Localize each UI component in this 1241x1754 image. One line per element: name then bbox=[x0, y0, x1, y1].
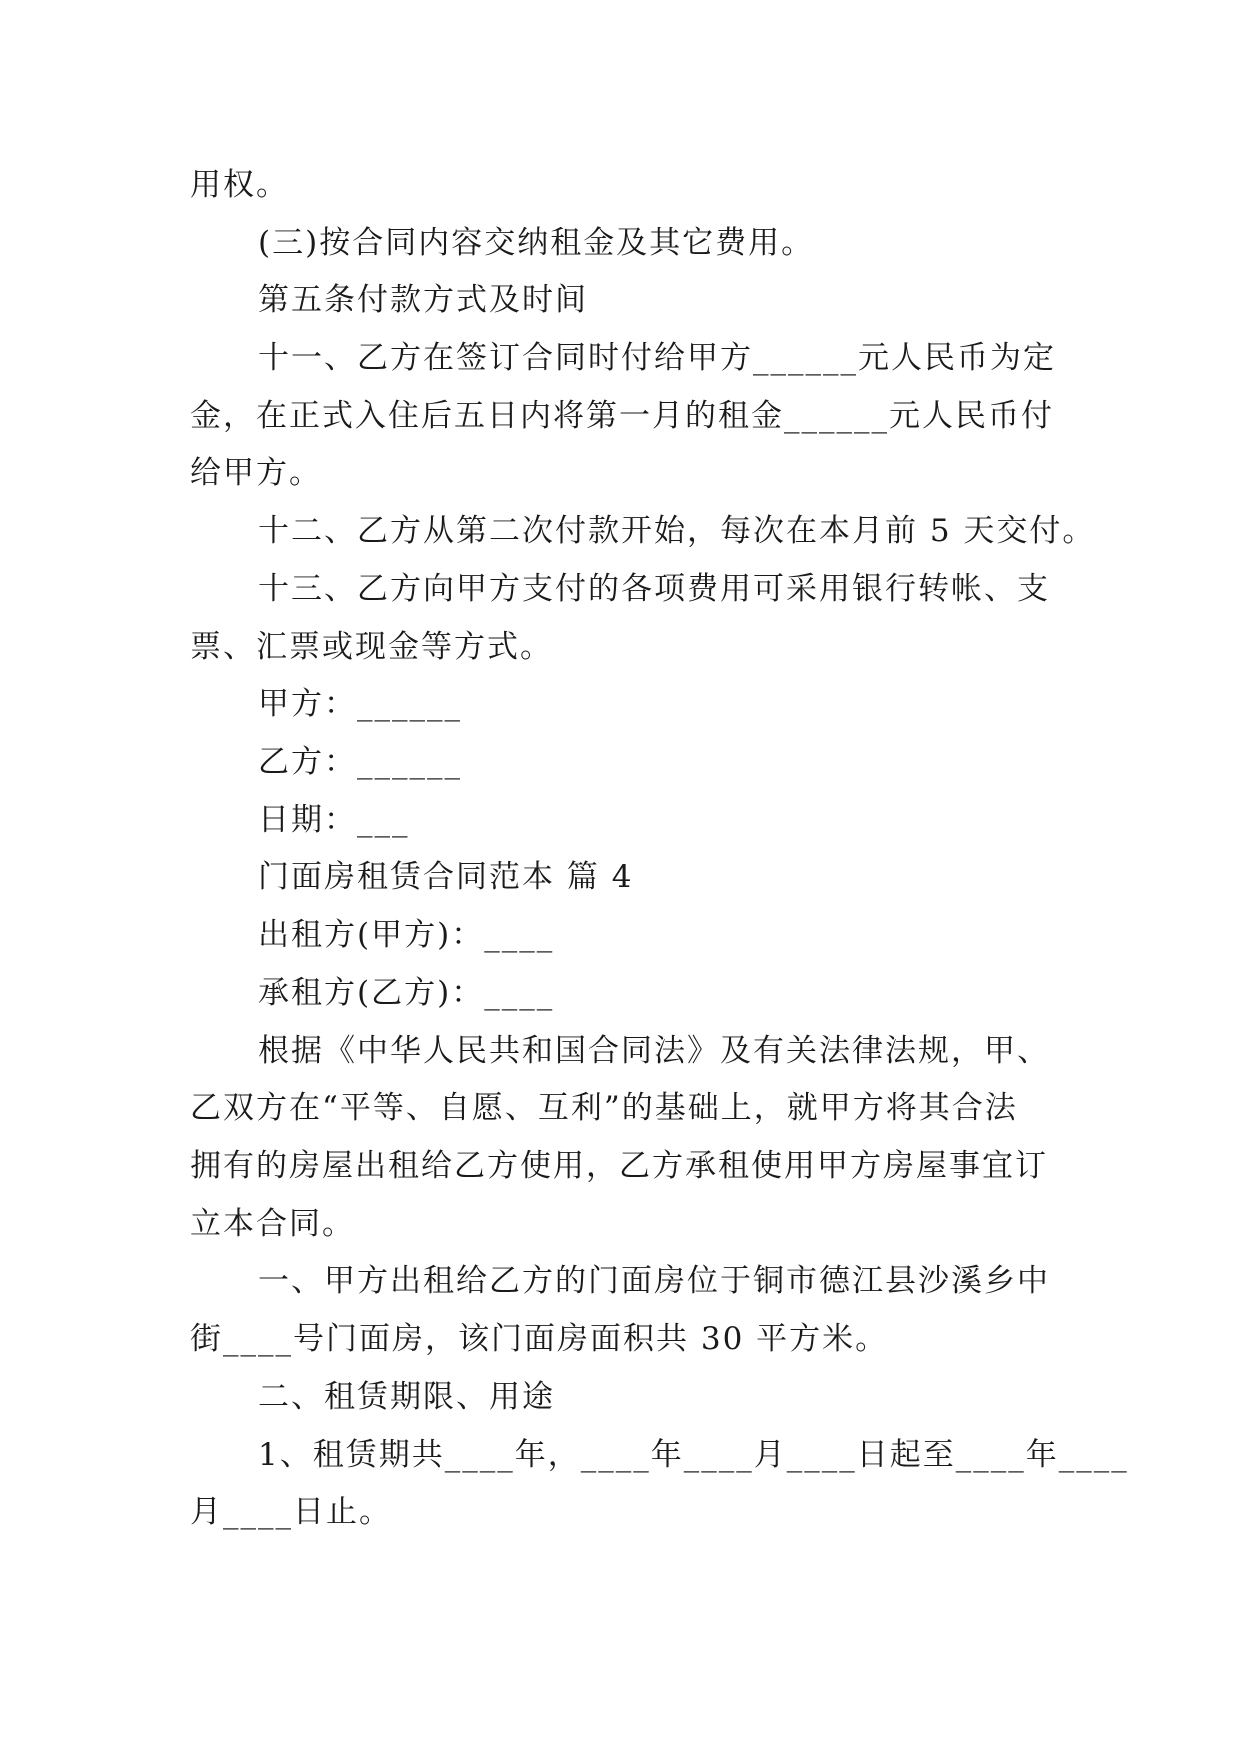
paragraph-line: 街____号门面房，该门面房面积共 30 平方米。 bbox=[190, 1321, 889, 1357]
paragraph-line: 金，在正式入住后五日内将第一月的租金______元人民币付 bbox=[190, 398, 1054, 434]
paragraph-line: 用权。 bbox=[190, 167, 289, 203]
signature-date: 日期：___ bbox=[258, 802, 410, 838]
paragraph-line: 拥有的房屋出租给乙方使用，乙方承租使用甲方房屋事宜订 bbox=[190, 1148, 1048, 1184]
paragraph-line: (三)按合同内容交纳租金及其它费用。 bbox=[258, 225, 815, 261]
paragraph-line: 月____日止。 bbox=[190, 1494, 392, 1530]
paragraph-line: 立本合同。 bbox=[190, 1206, 355, 1242]
lessor-line: 出租方(甲方)：____ bbox=[258, 917, 555, 953]
paragraph-line: 根据《中华人民共和国合同法》及有关法律法规，甲、 bbox=[258, 1033, 1050, 1069]
paragraph-line: 一、甲方出租给乙方的门面房位于铜市德江县沙溪乡中 bbox=[258, 1263, 1050, 1299]
signature-party-a: 甲方：______ bbox=[258, 686, 462, 722]
signature-party-b: 乙方：______ bbox=[258, 744, 462, 780]
paragraph-line: 票、汇票或现金等方式。 bbox=[190, 629, 553, 665]
paragraph-line: 十一、乙方在签订合同时付给甲方______元人民币为定 bbox=[258, 340, 1056, 376]
document-section-title: 门面房租赁合同范本 篇 4 bbox=[258, 859, 634, 895]
paragraph-line: 乙双方在“平等、自愿、互利”的基础上，就甲方将其合法 bbox=[190, 1090, 1018, 1126]
section-heading: 第五条付款方式及时间 bbox=[258, 282, 588, 318]
paragraph-line: 十二、乙方从第二次付款开始，每次在本月前 5 天交付。 bbox=[258, 513, 1096, 549]
paragraph-line: 十三、乙方向甲方支付的各项费用可采用银行转帐、支 bbox=[258, 571, 1050, 607]
lessee-line: 承租方(乙方)：____ bbox=[258, 975, 555, 1011]
paragraph-line: 给甲方。 bbox=[190, 455, 322, 491]
section-heading: 二、租赁期限、用途 bbox=[258, 1379, 555, 1415]
paragraph-line: 1、租赁期共____年，____年____月____日起至____年____ bbox=[258, 1437, 1129, 1473]
